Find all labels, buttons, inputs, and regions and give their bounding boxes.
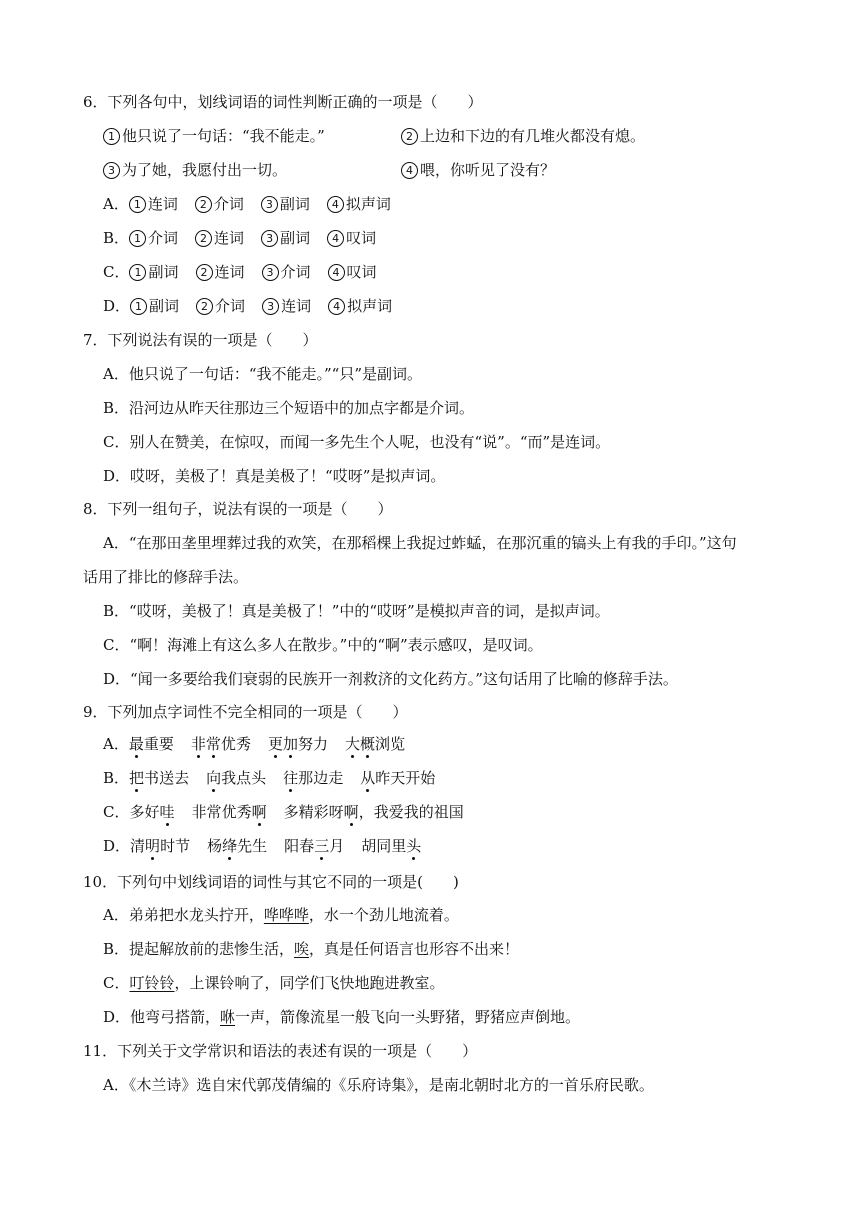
q6-sentence-3: 3 为了她，我愿付出一切。 — [103, 160, 287, 180]
q10-option-b[interactable]: B．提起解放前的悲惨生活，唉，真是任何语言也形容不出来！ — [103, 940, 520, 958]
emphasis-dot: 概 — [360, 735, 376, 753]
word-class: 连词 — [281, 297, 312, 315]
option-label: B． — [103, 229, 130, 247]
emphasis-dot: 从 — [360, 769, 376, 787]
circled-number: 4 — [328, 298, 345, 315]
word-class: 副词 — [280, 229, 311, 247]
q6-sentence-4: 4 喂，你听见了没有？ — [401, 160, 555, 180]
q8-stem: 8．下列一组句子，说法有误的一项是（ ） — [83, 500, 393, 518]
option-label: A． — [103, 195, 129, 213]
word-class: 副词 — [279, 195, 310, 213]
option-item — [327, 228, 376, 248]
circled-number: 4 — [327, 230, 344, 247]
q7-option-a[interactable]: A．他只说了一句话：“我不能走。”“只”是副词。 — [103, 365, 423, 383]
circled-number: 1 — [130, 298, 147, 315]
word-class: 介词 — [280, 263, 311, 281]
circled-number: 4 — [327, 196, 344, 213]
option-item — [261, 228, 310, 248]
circled-number: 3 — [261, 196, 278, 213]
option-item — [328, 262, 377, 282]
option-item — [262, 296, 311, 316]
q10-option-a[interactable]: A．弟弟把水龙头拧开，哗哗哗，水一个劲儿地流着。 — [103, 906, 459, 924]
emphasis-dot: 常 — [205, 735, 221, 753]
q9-option-a[interactable]: A．最重要 非常优秀 更加努力 大概浏览 — [103, 735, 406, 753]
option-item — [328, 296, 392, 316]
q7-option-c[interactable]: C．别人在赞美，在惊叹，而闻一多先生个人呢，也没有“说”。“而”是连词。 — [103, 433, 611, 451]
q11-option-a[interactable]: A．《木兰诗》选自宋代郭茂倩编的《乐府诗集》，是南北朝时北方的一首乐府民歌。 — [103, 1076, 654, 1094]
q6-option-c[interactable] — [103, 262, 394, 282]
option-item — [130, 296, 179, 316]
emphasis-dot: 加 — [282, 735, 298, 753]
circled-number: 1 — [129, 196, 146, 213]
word-class: 副词 — [149, 297, 180, 315]
q8-option-a-cont: 话用了排比的修辞手法。 — [83, 568, 249, 586]
emphasis-dot: 头 — [406, 837, 422, 855]
q6-option-b[interactable] — [103, 228, 393, 248]
q8-option-c[interactable]: C．“啊！海滩上有这么多人在散步。”中的“啊”表示感叹，是叹词。 — [103, 636, 543, 654]
emphasis-dot: 啊 — [251, 803, 267, 821]
emphasis-dot: 哇 — [159, 803, 175, 821]
q7-option-d[interactable]: D．哎呀，美极了！真是美极了！“哎呀”是拟声词。 — [103, 467, 446, 485]
q9-option-d[interactable]: D．清明时节 杨绛先生 阳春三月 胡同里头 — [103, 837, 422, 855]
q6-sentence-2: 2 上边和下边的有几堆火都没有熄。 — [401, 126, 645, 146]
word-class: 连词 — [214, 263, 245, 281]
option-item — [262, 262, 311, 282]
emphasis-dot: 最 — [128, 735, 144, 753]
circled-number: 3 — [261, 230, 278, 247]
emphasis-dot: 非 — [190, 735, 206, 753]
q9-stem: 9．下列加点字词性不完全相同的一项是（ ） — [83, 703, 408, 721]
emphasis-dot: 明 — [145, 837, 161, 855]
q10-stem: 10．下列句中划线词语的词性与其它不同的一项是( ) — [83, 873, 459, 891]
word-class: 介词 — [213, 195, 244, 213]
circled-number: 1 — [129, 230, 146, 247]
emphasis-dot: 大 — [345, 735, 361, 753]
q8-option-d[interactable]: D．“闻一多要给我们衰弱的民族开一剂救济的文化药方。”这句话用了比喻的修辞手法。 — [103, 670, 678, 688]
emphasis-dot: 向 — [206, 769, 222, 787]
q6-sentence-1: 1 他只说了一句话：“我不能走。” — [103, 126, 325, 146]
emphasis-dot: 把 — [129, 769, 145, 787]
option-item — [129, 262, 178, 282]
option-label: C． — [103, 263, 130, 281]
word-class: 介词 — [148, 229, 179, 247]
circled-number: 2 — [196, 298, 213, 315]
option-item — [327, 194, 391, 214]
word-class: 连词 — [147, 195, 178, 213]
q6-option-a[interactable] — [103, 194, 408, 214]
option-item — [129, 228, 178, 248]
q7-option-b[interactable]: B．沿河边从昨天往那边三个短语中的加点字都是介词。 — [103, 399, 475, 417]
circled-number: 2 — [196, 264, 213, 281]
emphasis-dot: 往 — [283, 769, 299, 787]
option-label: D． — [103, 297, 131, 315]
word-class: 副词 — [148, 263, 179, 281]
option-item — [196, 262, 245, 282]
emphasis-dot: 绛 — [222, 837, 238, 855]
option-item — [261, 194, 310, 214]
q6-stem: 6．下列各句中，划线词语的词性判断正确的一项是（ ） — [83, 93, 483, 111]
emphasis-dot: 更 — [267, 735, 283, 753]
q7-stem: 7．下列说法有误的一项是（ ） — [83, 331, 318, 349]
q9-option-b[interactable]: B．把书送去 向我点头 往那边走 从昨天开始 — [103, 769, 436, 787]
q11-stem: 11．下列关于文学常识和语法的表述有误的一项是（ ） — [83, 1042, 478, 1060]
word-class: 连词 — [214, 229, 245, 247]
q10-option-d[interactable]: D．他弯弓搭箭，咻一声，箭像流星一般飞向一头野猪，野猪应声倒地。 — [103, 1008, 581, 1026]
q9-option-c[interactable]: C．多好哇 非常优秀啊 多精彩呀啊，我爱我的祖国 — [103, 803, 464, 821]
word-class: 叹词 — [346, 263, 377, 281]
q8-option-a[interactable]: A．“在那田垄里埋葬过我的欢笑，在那稻棵上我捉过蚱蜢，在那沉重的镐头上有我的手印。”这句 — [103, 534, 737, 552]
option-item — [195, 194, 244, 214]
circled-number: 2 — [195, 230, 212, 247]
emphasis-dot: 三 — [314, 837, 330, 855]
emphasis-dot: 啊 — [343, 803, 359, 821]
q8-option-b[interactable]: B．“哎呀，美极了！真是美极了！”中的“哎呀”是模拟声音的词，是拟声词。 — [103, 602, 610, 620]
word-class: 拟声词 — [345, 195, 391, 213]
word-class: 介词 — [215, 297, 246, 315]
word-class: 叹词 — [346, 229, 377, 247]
option-item — [129, 194, 178, 214]
circled-number: 1 — [129, 264, 146, 281]
q6-option-d[interactable] — [103, 296, 409, 316]
option-item — [195, 228, 244, 248]
circled-number: 3 — [262, 298, 279, 315]
option-item — [196, 296, 245, 316]
circled-number: 3 — [262, 264, 279, 281]
q10-option-c[interactable]: C．叮铃铃，上课铃响了，同学们飞快地跑进教室。 — [103, 974, 445, 992]
word-class: 拟声词 — [347, 297, 393, 315]
circled-number: 2 — [195, 196, 212, 213]
circled-number: 4 — [328, 264, 345, 281]
